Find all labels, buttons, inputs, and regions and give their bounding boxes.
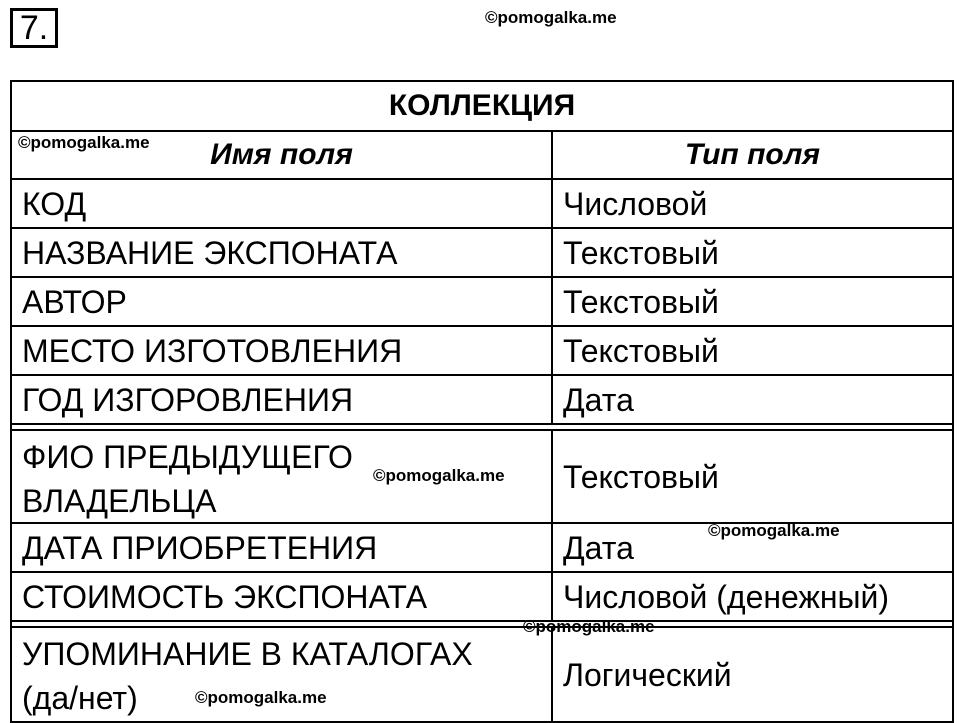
field-name-cell: СТОИМОСТЬ ЭКСПОНАТА [12, 573, 553, 620]
field-name-cell: МЕСТО ИЗГОТОВЛЕНИЯ [12, 327, 553, 374]
field-type-cell: Текстовый [563, 332, 719, 369]
watermark-top: ©pomogalka.me [485, 8, 617, 27]
field-type-cell: Числовой [563, 185, 708, 222]
field-type-cell: Числовой (денежный) [563, 578, 890, 615]
field-type-cell: Текстовый [563, 283, 719, 320]
table-row [12, 327, 952, 376]
task-number: 7. [10, 8, 58, 48]
header-field-type: Тип поля [684, 138, 821, 171]
header-field-name: Имя поля [12, 132, 553, 178]
field-name-cell: НАЗВАНИЕ ЭКСПОНАТА [12, 229, 553, 276]
field-type-cell: Текстовый [563, 234, 719, 271]
watermark-lower: ©pomogalka.me [523, 617, 655, 636]
watermark-right: ©pomogalka.me [708, 521, 840, 540]
field-type-cell: Дата [563, 381, 634, 418]
watermark-bottom: ©pomogalka.me [195, 688, 327, 707]
table-row [12, 180, 952, 229]
table-row [12, 573, 952, 622]
table-row [12, 626, 952, 721]
field-name-cell: ГОД ИЗГОРОВЛЕНИЯ [12, 376, 553, 423]
watermark-header: ©pomogalka.me [18, 133, 150, 152]
field-name-cell: ДАТА ПРИОБРЕТЕНИЯ [12, 524, 553, 571]
field-name-cell: АВТОР [12, 278, 553, 325]
table-header-row [12, 132, 952, 180]
field-type-cell: Дата [563, 529, 634, 566]
field-type-cell: Текстовый [563, 458, 719, 495]
field-name-line: ФИО ПРЕДЫДУЩЕГО [22, 439, 353, 475]
watermark-middle: ©pomogalka.me [373, 466, 505, 485]
field-name-line: УПОМИНАНИЕ В КАТАЛОГАХ [22, 636, 473, 672]
field-type-cell: Логический [563, 656, 732, 693]
table-row [12, 376, 952, 425]
table-row [12, 278, 952, 327]
field-name-line: (да/нет) [22, 680, 138, 716]
table-title: КОЛЛЕКЦИЯ [12, 82, 952, 132]
table-row [12, 229, 952, 278]
field-name-cell: КОД [12, 180, 553, 227]
field-name-line: ВЛАДЕЛЬЦА [22, 483, 217, 519]
collection-table [10, 80, 954, 723]
